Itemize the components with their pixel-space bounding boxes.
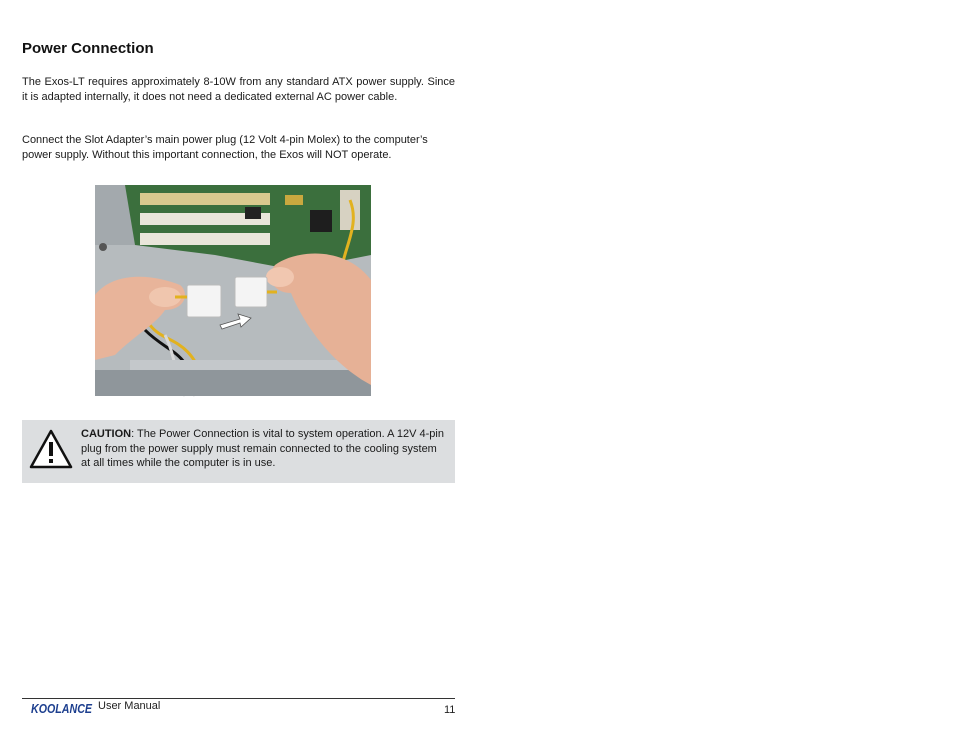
svg-text:KOOLANCE: KOOLANCE [31, 702, 93, 716]
caution-text [81, 427, 449, 471]
caution-label: CAUTION [81, 428, 132, 440]
photo-illustration [95, 185, 371, 396]
koolance-logo [30, 700, 94, 716]
footer-label: User Manual [98, 700, 161, 712]
caution-box [22, 420, 455, 483]
intro-paragraph: The Exos-LT requires approximately 8-10W from any standard ATX power supply. Since it is adapted internally, it does not need a dedicated external AC power cable. [22, 76, 455, 103]
warning-triangle-icon [29, 428, 73, 470]
power-connection-photo [95, 185, 371, 396]
page-number: 11 [444, 704, 456, 716]
page-title: Power Connection [22, 40, 154, 57]
caution-body: : The Power Connection is vital to system operation. A 12V 4-pin plug from the power supply must remain connected to the cooling system at all times while the computer is in use. [81, 428, 444, 470]
connection-paragraph: Connect the Slot Adapter’s main power plug (12 Volt 4-pin Molex) to the computer’s power supply. Without this important connection, the Exos will NOT operate. [22, 134, 428, 161]
footer-divider [22, 698, 455, 699]
